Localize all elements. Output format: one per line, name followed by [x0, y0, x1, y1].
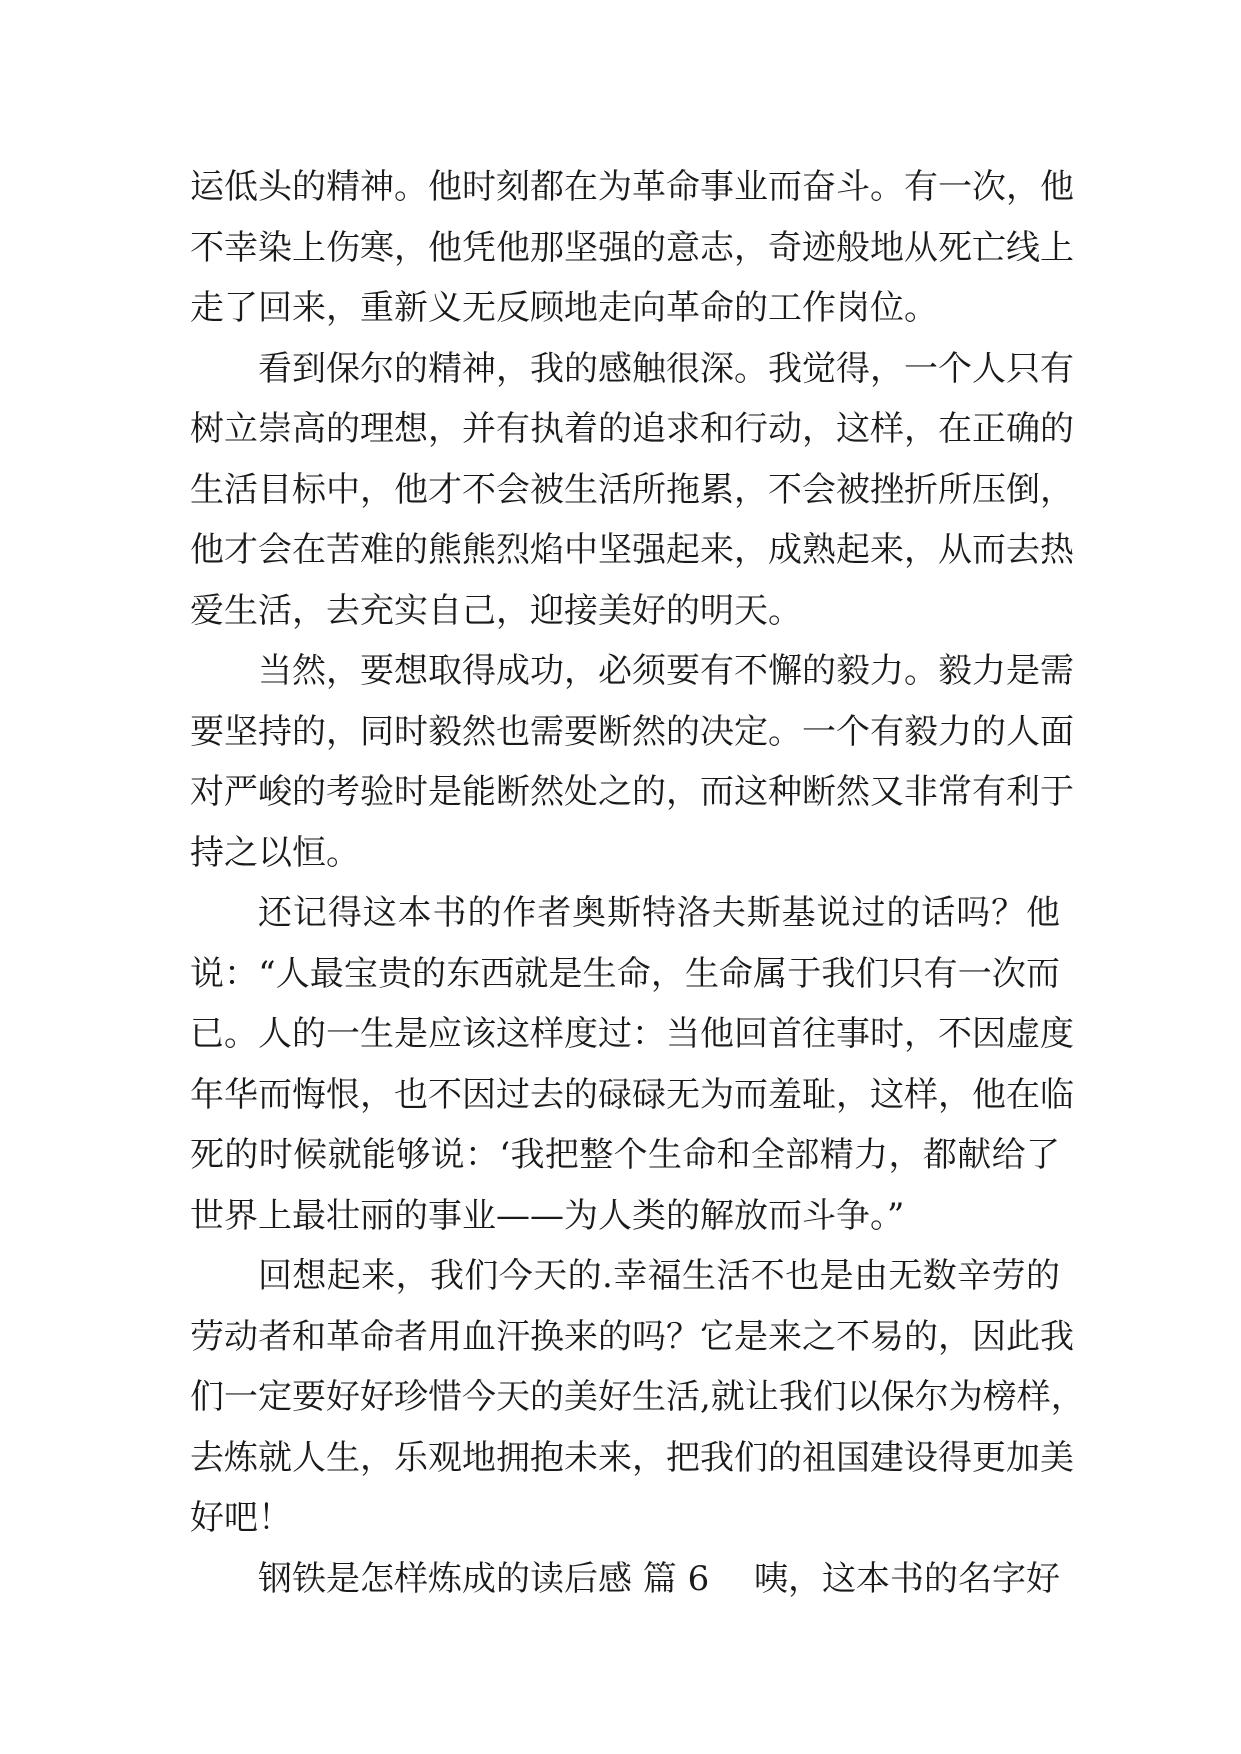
text-line: 运低头的精神。他时刻都在为革命事业而奋斗。有一次，他 [190, 167, 1074, 207]
text-line: 走了回来，重新义无反顾地走向革命的工作岗位。 [190, 288, 938, 328]
section-title: 钢铁是怎样炼成的读后感 篇 6 [258, 1558, 710, 1599]
text-line: 还记得这本书的作者奥斯特洛夫斯基说过的话吗？他 [258, 893, 1060, 933]
section-heading-line [190, 1549, 1060, 1610]
text-line: 不幸染上伤寒，他凭他那坚强的意志，奇迹般地从死亡线上 [190, 227, 1074, 268]
text-line: 生活目标中，他才不会被生活所拖累，不会被挫折所压倒， [190, 469, 1074, 510]
text-line: 去炼就人生，乐观地拥抱未来，把我们的祖国建设得更加美 [190, 1437, 1074, 1478]
text-line: 要坚持的，同时毅然也需要断然的决定。一个有毅力的人面 [190, 711, 1074, 752]
paragraph [190, 1246, 1085, 1549]
text-line: 们一定要好好珍惜今天的美好生活,就让我们以保尔为榜样， [190, 1377, 1085, 1417]
text-line: 已。人的一生是应该这样度过：当他回首往事时，不因虚度 [190, 1014, 1074, 1054]
text-line: 看到保尔的精神，我的感触很深。我觉得，一个人只有 [258, 348, 1074, 389]
text-line: 爱生活，去充实自己，迎接美好的明天。 [190, 590, 802, 631]
paragraph [190, 641, 1074, 883]
paragraph [190, 157, 1074, 339]
text-line: 持之以恒。 [190, 832, 360, 873]
text-line: 回想起来，我们今天的.幸福生活不也是由无数辛劳的 [258, 1256, 1060, 1296]
text-line: 他才会在苦难的熊熊烈焰中坚强起来，成熟起来，从而去热 [190, 530, 1074, 570]
text-line: 对严峻的考验时是能断然处之的，而这种断然又非常有利于 [190, 772, 1074, 812]
paragraph [190, 883, 1074, 1246]
text-line: 年华而悔恨，也不因过去的碌碌无为而羞耻，这样，他在临 [190, 1074, 1074, 1115]
text-line: 死的时候就能够说：‘我把整个生命和全部精力，都献给了 [190, 1135, 1060, 1175]
text-line: 咦，这本书的名字好 [754, 1558, 1060, 1599]
text-line: 劳动者和革命者用血汗换来的吗？它是来之不易的，因此我 [190, 1316, 1074, 1357]
text-line: 树立崇高的理想，并有执着的追求和行动，这样，在正确的 [190, 409, 1074, 449]
paragraph [190, 339, 1074, 642]
document-body [190, 157, 1085, 1609]
text-line: 说：“人最宝贵的东西就是生命，生命属于我们只有一次而 [190, 953, 1060, 994]
text-line: 好吧！ [190, 1498, 292, 1538]
text-line: 当然，要想取得成功，必须要有不懈的毅力。毅力是需 [258, 651, 1074, 691]
text-line: 世界上最壮丽的事业——为人类的解放而斗争。” [190, 1195, 905, 1236]
